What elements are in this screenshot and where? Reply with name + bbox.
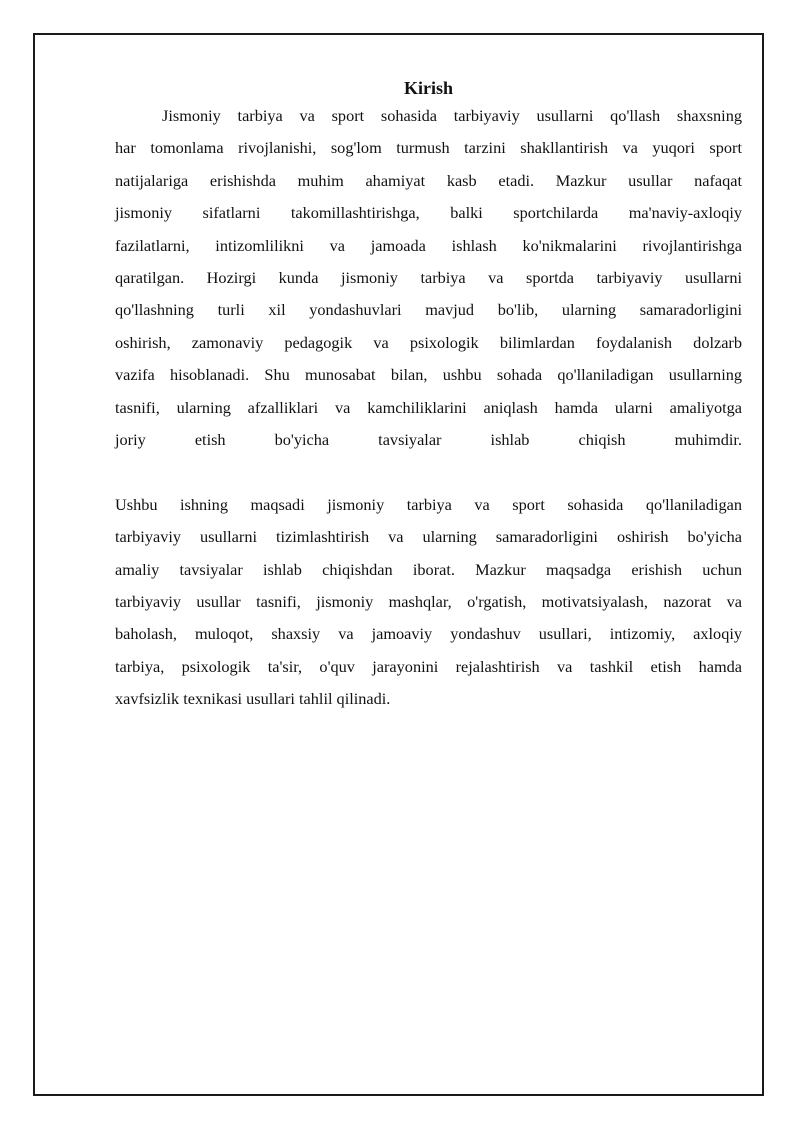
text-line: Ushbu ishning maqsadi jismoniy tarbiya va sport sohasida qo'llaniladigan <box>115 494 742 514</box>
page-title: Kirish <box>403 78 453 98</box>
text-line: jismoniy sifatlarni takomillashtirishga, balki sportchilarda ma'naviy-axloqiy <box>115 203 742 223</box>
text-line: tarbiyaviy usullar tasnifi, jismoniy mashqlar, o'rgatish, motivatsiyalash, nazorat va <box>115 592 742 612</box>
text-line: Jismoniy tarbiya va sport sohasida tarbiyaviy usullarni qo'llash shaxsning <box>162 106 742 125</box>
text-line: tarbiyaviy usullarni tizimlashtirish va ularning samaradorligini oshirish bo'yicha <box>115 527 742 547</box>
text-line: natijalariga erishishda muhim ahamiyat kasb etadi. Mazkur usullar nafaqat <box>115 170 742 190</box>
paragraph-introduction <box>115 100 742 456</box>
text-line: vazifa hisoblanadi. Shu munosabat bilan, ushbu sohada qo'llaniladigan usullarning <box>115 365 742 385</box>
text-line: fazilatlarni, intizomlilikni va jamoada ishlash ko'nikmalarini rivojlantirishga <box>115 235 742 255</box>
text-line: joriy etish bo'yicha tavsiyalar ishlab chiqish muhimdir. <box>115 430 742 450</box>
text-line: qo'llashning turli xil yondashuvlari mavjud bo'lib, ularning samaradorligini <box>115 300 742 320</box>
paragraph-purpose <box>115 489 742 716</box>
text-line: baholash, muloqot, shaxsiy va jamoaviy yondashuv usullari, intizomiy, axloqiy <box>115 624 742 644</box>
text-line: tarbiya, psixologik ta'sir, o'quv jarayonini rejalashtirish va tashkil etish hamda <box>115 656 742 676</box>
text-line: xavfsizlik texnikasi usullari tahlil qilinadi. <box>115 689 391 709</box>
text-line: har tomonlama rivojlanishi, sog'lom turmush tarzini shakllantirish va yuqori sport <box>115 138 742 158</box>
text-line: amaliy tavsiyalar ishlab chiqishdan iborat. Mazkur maqsadga erishish uchun <box>115 559 742 579</box>
document-body <box>115 76 742 716</box>
text-line: tasnifi, ularning afzalliklari va kamchiliklarini aniqlash hamda ularni amaliyotga <box>115 397 742 417</box>
text-line: oshirish, zamonaviy pedagogik va psixologik bilimlardan foydalanish dolzarb <box>115 332 742 352</box>
text-line: qaratilgan. Hozirgi kunda jismoniy tarbiya va sportda tarbiyaviy usullarni <box>115 268 742 288</box>
paragraph-spacer <box>115 456 742 488</box>
